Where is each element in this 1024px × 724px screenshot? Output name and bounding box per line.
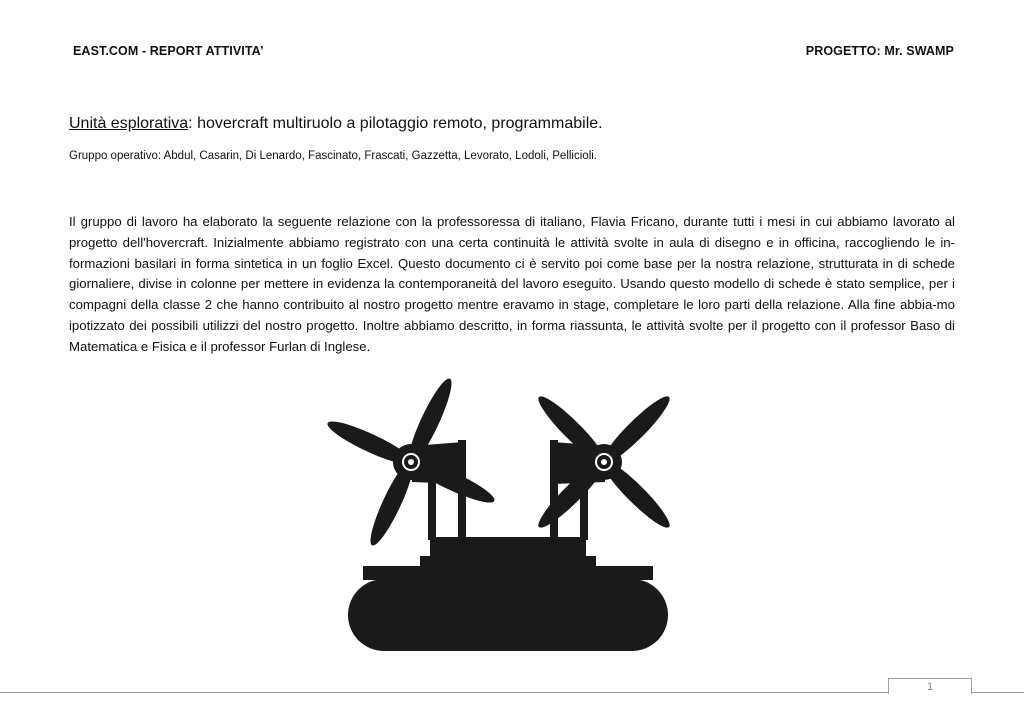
page-number: 1	[888, 678, 972, 694]
title-description: : hovercraft multiruolo a pilotaggio remoto, programmabile.	[188, 115, 603, 132]
header-project-title: PROGETTO: Mr. SWAMP	[805, 44, 954, 58]
body-paragraph-container	[69, 212, 955, 358]
left-propeller	[324, 375, 498, 549]
hovercraft-silhouette-icon	[300, 370, 690, 660]
hovercraft-illustration	[300, 370, 690, 665]
body-paragraph: Il gruppo di lavoro ha elaborato la seguente relazione con la professoressa di italiano, Flavia Fricano, durante tutti i mesi in cui abbiamo lavorato al progetto dell'hovercraft. Inizialmente abbiamo registrato con una certa continuità le attività svolte in aula di disegno e in officina, raccogliendo le in-formazioni basilari in forma sintetica in un foglio Excel. Questo documento ci è servito poi come base per la nostra relazione, strutturata in di schede giornaliere, divise in colonne per mettere in evidenza la contemporaneità del lavoro eseguito. Usando questo modello di schede è stato semplice, per i compagni della classe 2 che hanno contribuito al nostro progetto mentre eravamo in stage, completare le loro parti della relazione. Alla fine abbia-mo ipotizzato dei possibili utilizzi del nostro progetto. Inoltre abbiamo descritto, in forma riassunta, le attività svolte per il progetto con il professor Baso di Matematica e Fisica e il professor Furlan di Inglese.	[69, 214, 955, 354]
header-left-title: EAST.COM - REPORT ATTIVITA’	[73, 44, 264, 58]
footer-divider	[0, 692, 1024, 693]
working-group: Gruppo operativo: Abdul, Casarin, Di Lenardo, Fascinato, Frascati, Gazzetta, Levorato, Lodoli, Pellicioli.	[69, 150, 597, 162]
title-label: Unità esplorativa	[69, 115, 189, 132]
document-title	[69, 115, 603, 133]
